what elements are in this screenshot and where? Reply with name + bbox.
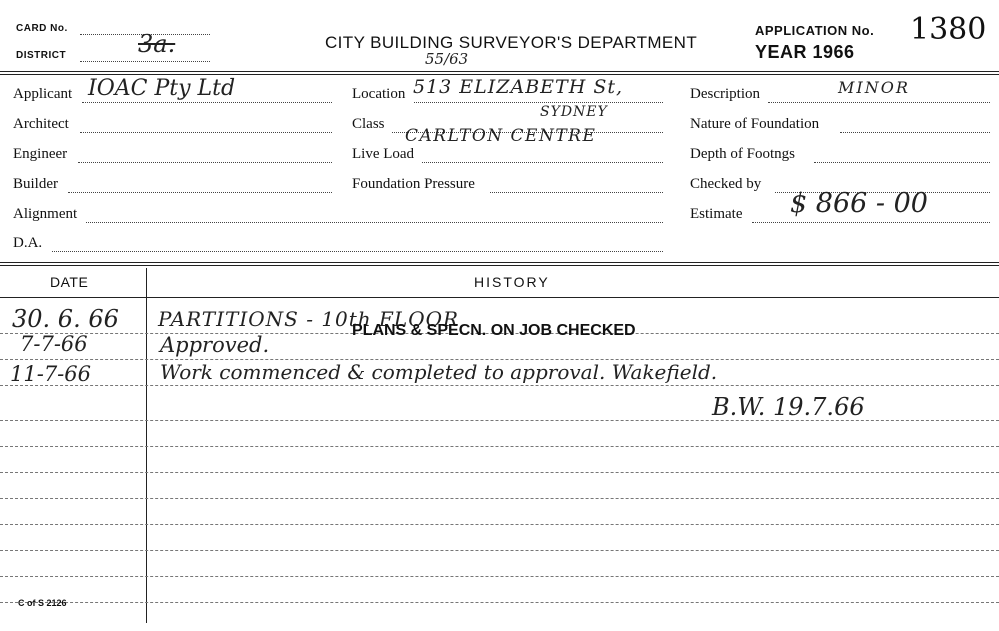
ruled-line: [0, 385, 999, 386]
builder-label: Builder: [13, 176, 58, 192]
application-label: APPLICATION No.: [755, 23, 875, 38]
nature-of-foundation-label: Nature of Foundation: [690, 116, 820, 132]
history-column-header: HISTORY: [474, 274, 550, 290]
history-text: Approved.: [160, 333, 270, 357]
department-title: CITY BUILDING SURVEYOR'S DEPARTMENT: [325, 33, 698, 52]
ruled-line: [0, 472, 999, 473]
date-column-header: DATE: [50, 274, 89, 290]
ruled-line: [0, 550, 999, 551]
checked-by-label: Checked by: [690, 176, 762, 192]
history-date: 7-7-66: [20, 332, 88, 356]
header-rule-top: [0, 71, 999, 72]
ruled-line: [0, 498, 999, 499]
history-text: Work commenced & completed to approval. Wakefield.: [160, 360, 718, 384]
engineer-line: [78, 162, 332, 163]
description-label: Description: [690, 86, 760, 102]
applicant-value: IOAC Pty Ltd: [88, 76, 236, 101]
application-number: 1380: [910, 12, 987, 47]
ruled-line: [0, 446, 999, 447]
engineer-label: Engineer: [13, 146, 68, 162]
architect-line: [80, 132, 332, 133]
alignment-line: [86, 222, 663, 223]
location-suburb: SYDNEY: [540, 104, 608, 120]
depth-of-footings-line: [814, 162, 990, 163]
history-text: PARTITIONS - 10th FLOOR: [158, 307, 460, 331]
estimate-label: Estimate: [690, 206, 743, 222]
depth-of-footings-label: Depth of Footngs: [690, 146, 795, 162]
architect-label: Architect: [13, 116, 69, 132]
history-date: 30. 6. 66: [12, 305, 119, 333]
header-underline: [0, 297, 999, 298]
history-rule-bottom: [0, 265, 999, 266]
estimate-value: $ 866 - 00: [790, 188, 928, 219]
district-label: DISTRICT: [16, 50, 67, 61]
history-rule-top: [0, 262, 999, 263]
card-no-label: CARD No.: [16, 23, 68, 34]
nature-of-foundation-line: [840, 132, 990, 133]
description-line: [768, 102, 990, 103]
da-line: [52, 251, 663, 252]
plans-checked-stamp: PLANS & SPECN. ON JOB CHECKED: [352, 322, 636, 339]
form-code: C of S 2126: [18, 598, 67, 608]
ruled-line: [0, 576, 999, 577]
header-rule-bottom: [0, 74, 999, 75]
signature: B.W. 19.7.66: [712, 393, 865, 421]
class-label: Class: [352, 116, 385, 132]
location-line: [414, 102, 663, 103]
applicant-line: [82, 102, 332, 103]
history-date: 11-7-66: [10, 362, 91, 386]
location-label: Location: [352, 86, 406, 102]
location-correction: 55/63: [425, 50, 469, 68]
live-load-line: [422, 162, 663, 163]
alignment-label: Alignment: [13, 206, 78, 222]
description-value: MINOR: [838, 78, 910, 97]
ruled-line: [0, 524, 999, 525]
class-value: CARLTON CENTRE: [405, 126, 597, 146]
foundation-pressure-line: [490, 192, 663, 193]
live-load-label: Live Load: [352, 146, 415, 162]
district-line: [80, 61, 210, 62]
district-value: 3a.: [138, 30, 176, 58]
builder-line: [68, 192, 332, 193]
location-value: 513 ELIZABETH St,: [413, 76, 624, 98]
da-label: D.A.: [13, 235, 43, 251]
ruled-line: [0, 602, 999, 603]
applicant-label: Applicant: [13, 86, 73, 102]
estimate-line: [752, 222, 990, 223]
foundation-pressure-label: Foundation Pressure: [352, 176, 475, 192]
year-label: YEAR 1966: [755, 42, 855, 62]
